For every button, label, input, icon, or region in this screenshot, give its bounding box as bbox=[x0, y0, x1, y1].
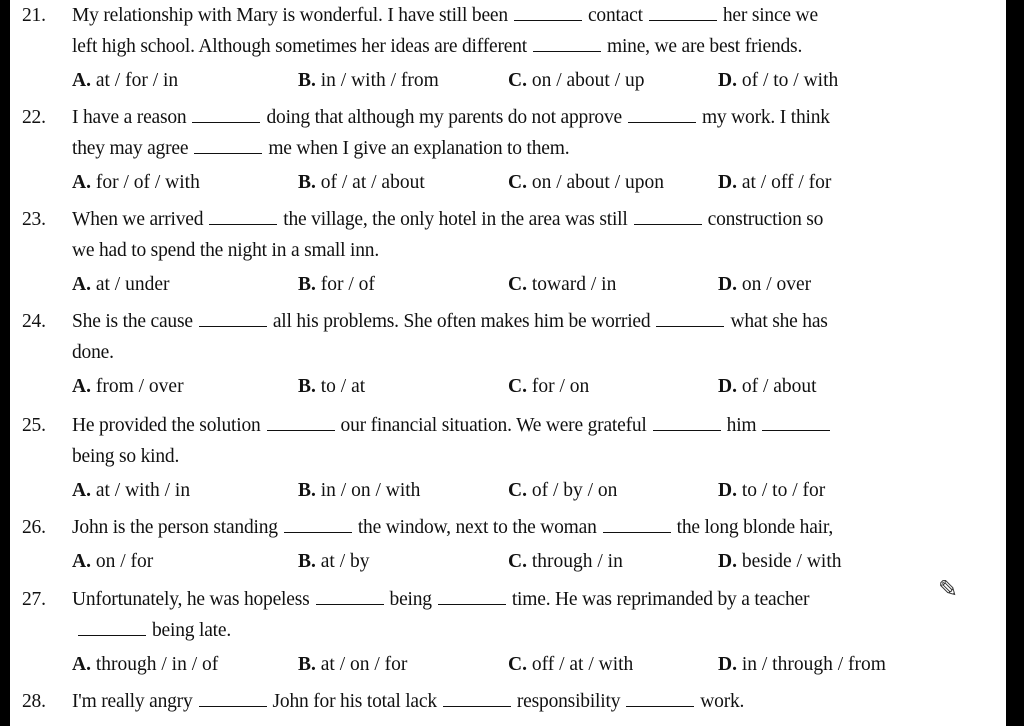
answer-blank[interactable] bbox=[194, 152, 262, 154]
answer-options bbox=[72, 371, 972, 402]
option-a[interactable] bbox=[72, 371, 184, 402]
question-22 bbox=[22, 102, 972, 164]
option-b[interactable] bbox=[298, 546, 370, 577]
option-letter: C. bbox=[508, 70, 527, 91]
question-number: 21. bbox=[22, 5, 46, 26]
option-b[interactable] bbox=[298, 65, 439, 96]
question-text: all his problems. She often makes him be worried bbox=[272, 311, 651, 332]
question-continuation bbox=[22, 441, 972, 472]
option-b[interactable] bbox=[298, 475, 420, 506]
option-text: through / in / of bbox=[90, 654, 219, 675]
option-letter: D. bbox=[718, 274, 737, 295]
option-text: for / on bbox=[526, 376, 590, 397]
question-text: the long blonde hair, bbox=[676, 517, 834, 538]
question-continuation bbox=[22, 133, 972, 164]
question-27 bbox=[22, 584, 972, 646]
option-b[interactable] bbox=[298, 649, 407, 680]
question-text: my work. I think bbox=[701, 107, 830, 128]
question-text: me when I give an explanation to them. bbox=[268, 138, 570, 159]
option-letter: B. bbox=[298, 654, 316, 675]
question-text: what she has bbox=[730, 311, 828, 332]
question-number: 26. bbox=[22, 517, 46, 538]
question-text: him bbox=[726, 415, 757, 436]
answer-blank[interactable] bbox=[626, 705, 694, 707]
question-text: John is the person standing bbox=[72, 517, 278, 538]
answer-options bbox=[72, 65, 972, 96]
question-26 bbox=[22, 512, 972, 543]
question-continuation bbox=[22, 235, 972, 266]
question-text: construction so bbox=[707, 209, 824, 230]
answer-blank[interactable] bbox=[284, 531, 352, 533]
question-text: our financial situation. We were grateful bbox=[340, 415, 647, 436]
option-letter: C. bbox=[508, 480, 527, 501]
question-text: She is the cause bbox=[72, 311, 193, 332]
option-text: at / for / in bbox=[90, 70, 179, 91]
answer-blank[interactable] bbox=[628, 121, 696, 123]
question-text: done. bbox=[72, 342, 114, 363]
question-25 bbox=[22, 410, 972, 472]
option-letter: A. bbox=[72, 480, 91, 501]
option-letter: C. bbox=[508, 551, 527, 572]
answer-blank[interactable] bbox=[192, 121, 260, 123]
option-a[interactable] bbox=[72, 475, 190, 506]
option-d[interactable] bbox=[718, 649, 886, 680]
option-d[interactable] bbox=[718, 65, 838, 96]
answer-options bbox=[72, 649, 972, 680]
question-24 bbox=[22, 306, 972, 368]
option-text: for / of / with bbox=[90, 172, 200, 193]
option-c[interactable] bbox=[508, 371, 589, 402]
option-d[interactable] bbox=[718, 546, 842, 577]
option-c[interactable] bbox=[508, 269, 616, 300]
option-letter: A. bbox=[72, 274, 91, 295]
option-text: on / over bbox=[736, 274, 812, 295]
question-number: 25. bbox=[22, 415, 46, 436]
question-number: 24. bbox=[22, 311, 46, 332]
option-c[interactable] bbox=[508, 546, 623, 577]
option-a[interactable] bbox=[72, 546, 153, 577]
question-text: the village, the only hotel in the area was still bbox=[283, 209, 628, 230]
answer-blank[interactable] bbox=[438, 603, 506, 605]
answer-blank[interactable] bbox=[533, 50, 601, 52]
option-text: for / of bbox=[315, 274, 375, 295]
answer-options bbox=[72, 475, 972, 506]
option-letter: D. bbox=[718, 70, 737, 91]
option-letter: B. bbox=[298, 70, 316, 91]
answer-blank[interactable] bbox=[316, 603, 384, 605]
option-b[interactable] bbox=[298, 371, 365, 402]
question-21 bbox=[22, 0, 972, 62]
option-text: toward / in bbox=[526, 274, 617, 295]
question-text: contact bbox=[587, 5, 643, 26]
question-text: time. He was reprimanded by a teacher bbox=[511, 589, 810, 610]
question-text: I'm really angry bbox=[72, 691, 193, 712]
question-text: they may agree bbox=[72, 138, 189, 159]
question-continuation bbox=[22, 337, 972, 368]
option-letter: C. bbox=[508, 376, 527, 397]
question-text: When we arrived bbox=[72, 209, 204, 230]
option-letter: D. bbox=[718, 172, 737, 193]
option-text: on / for bbox=[90, 551, 154, 572]
option-letter: B. bbox=[298, 480, 316, 501]
answer-options bbox=[72, 546, 972, 577]
option-text: of / by / on bbox=[526, 480, 618, 501]
question-text: being late. bbox=[152, 620, 232, 641]
answer-blank[interactable] bbox=[514, 19, 582, 21]
answer-blank[interactable] bbox=[634, 223, 702, 225]
option-text: at / off / for bbox=[736, 172, 832, 193]
question-text: left high school. Although sometimes her ideas are different bbox=[72, 36, 527, 57]
question-number: 23. bbox=[22, 209, 46, 230]
option-text: in / with / from bbox=[315, 70, 439, 91]
option-text: of / about bbox=[736, 376, 817, 397]
option-text: beside / with bbox=[736, 551, 842, 572]
option-text: of / at / about bbox=[315, 172, 425, 193]
option-text: at / with / in bbox=[90, 480, 191, 501]
question-text: we had to spend the night in a small inn. bbox=[72, 240, 379, 261]
option-letter: A. bbox=[72, 172, 91, 193]
answer-blank[interactable] bbox=[78, 634, 146, 636]
pencil-icon: ✎ bbox=[938, 577, 959, 603]
answer-blank[interactable] bbox=[199, 325, 267, 327]
question-text: being bbox=[389, 589, 432, 610]
question-number: 22. bbox=[22, 107, 46, 128]
option-letter: A. bbox=[72, 551, 91, 572]
answer-blank[interactable] bbox=[762, 429, 830, 431]
option-c[interactable] bbox=[508, 475, 617, 506]
option-letter: C. bbox=[508, 274, 527, 295]
question-text: mine, we are best friends. bbox=[606, 36, 803, 57]
answer-blank[interactable] bbox=[656, 325, 724, 327]
option-text: in / on / with bbox=[315, 480, 421, 501]
option-c[interactable] bbox=[508, 65, 645, 96]
question-text: work. bbox=[700, 691, 745, 712]
answer-blank[interactable] bbox=[653, 429, 721, 431]
question-text: her since we bbox=[722, 5, 818, 26]
question-text: My relationship with Mary is wonderful. I have still been bbox=[72, 5, 508, 26]
option-letter: D. bbox=[718, 654, 737, 675]
question-continuation bbox=[22, 31, 972, 62]
option-b[interactable] bbox=[298, 269, 375, 300]
option-text: of / to / with bbox=[736, 70, 839, 91]
option-d[interactable] bbox=[718, 475, 825, 506]
question-text: John for his total lack bbox=[272, 691, 437, 712]
option-letter: D. bbox=[718, 480, 737, 501]
option-d[interactable] bbox=[718, 167, 831, 198]
option-letter: C. bbox=[508, 654, 527, 675]
option-letter: A. bbox=[72, 70, 91, 91]
option-letter: C. bbox=[508, 172, 527, 193]
question-text: the window, next to the woman bbox=[357, 517, 597, 538]
worksheet-page bbox=[10, 0, 1006, 726]
option-text: on / about / upon bbox=[526, 172, 665, 193]
question-28 bbox=[22, 686, 972, 717]
option-text: in / through / from bbox=[736, 654, 886, 675]
answer-blank[interactable] bbox=[209, 223, 277, 225]
option-text: at / by bbox=[315, 551, 370, 572]
option-letter: D. bbox=[718, 551, 737, 572]
question-text: Unfortunately, he was hopeless bbox=[72, 589, 310, 610]
option-d[interactable] bbox=[718, 269, 811, 300]
answer-options bbox=[72, 167, 972, 198]
option-a[interactable] bbox=[72, 65, 178, 96]
option-letter: A. bbox=[72, 376, 91, 397]
question-text: responsibility bbox=[516, 691, 621, 712]
option-a[interactable] bbox=[72, 167, 200, 198]
option-text: from / over bbox=[90, 376, 184, 397]
option-d[interactable] bbox=[718, 371, 817, 402]
question-text: I have a reason bbox=[72, 107, 187, 128]
answer-blank[interactable] bbox=[443, 705, 511, 707]
answer-blank[interactable] bbox=[603, 531, 671, 533]
answer-options bbox=[72, 269, 972, 300]
question-number: 28. bbox=[22, 691, 46, 712]
question-continuation bbox=[22, 615, 972, 646]
option-a[interactable] bbox=[72, 649, 218, 680]
option-text: off / at / with bbox=[526, 654, 634, 675]
option-text: to / to / for bbox=[736, 480, 826, 501]
option-letter: A. bbox=[72, 654, 91, 675]
question-number: 27. bbox=[22, 589, 46, 610]
option-a[interactable] bbox=[72, 269, 169, 300]
option-text: at / under bbox=[90, 274, 170, 295]
option-b[interactable] bbox=[298, 167, 425, 198]
option-text: through / in bbox=[526, 551, 623, 572]
answer-blank[interactable] bbox=[649, 19, 717, 21]
option-text: to / at bbox=[315, 376, 366, 397]
question-text: doing that although my parents do not approve bbox=[266, 107, 622, 128]
option-text: on / about / up bbox=[526, 70, 645, 91]
option-letter: B. bbox=[298, 172, 316, 193]
option-letter: B. bbox=[298, 274, 316, 295]
answer-blank[interactable] bbox=[267, 429, 335, 431]
option-letter: B. bbox=[298, 376, 316, 397]
question-text: being so kind. bbox=[72, 446, 180, 467]
option-letter: B. bbox=[298, 551, 316, 572]
option-c[interactable] bbox=[508, 649, 633, 680]
answer-blank[interactable] bbox=[199, 705, 267, 707]
question-23 bbox=[22, 204, 972, 266]
option-text: at / on / for bbox=[315, 654, 408, 675]
option-c[interactable] bbox=[508, 167, 664, 198]
option-letter: D. bbox=[718, 376, 737, 397]
question-text: He provided the solution bbox=[72, 415, 261, 436]
